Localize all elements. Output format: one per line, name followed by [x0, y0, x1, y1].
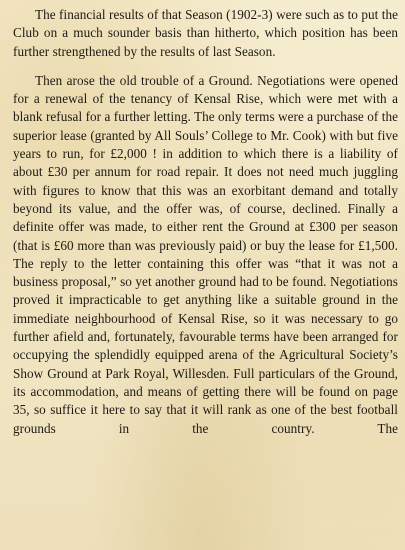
paragraph-ground-negotiations: Then arose the old trouble of a Ground. Negotiations were opened for a renewal of the tenancy of Kensal Rise, which were met with a blank refusal for a further letting. The only terms were a purchase of the superior lease (granted by All Souls’ College to Mr. Cook) with but five years to run, for £2,000 ! in addition to which there is a liability of about £30 per annum for road repair. It does not need much juggling with figures to know that this was an exorbitant demand and totally beyond its value, and the offer was, of course, declined. Finally a definite offer was made, to either rent the Ground at £300 per season (that is £60 more than was previously paid) or buy the lease for £1,500. The reply to the letter containing this offer was “that it was not a business proposal,” so yet another ground had to be found. Negotiations proved it impracticable to get anything like a suitable ground in the immediate neighbourhood of Kensal Rise, so it was necessary to go further afield and, fortunately, favourable terms have been arranged for occupying the splendidly equipped arena of the Agricultural Society’s Show Ground at Park Royal, Willesden. Full particulars of the Ground, its accommodation, and means of getting there will be found on page 35, so suffice it here to say that it will rank as one of the best football grounds in the country. The — [13, 72, 398, 436]
paragraph-financial-results: The financial results of that Season (1902-3) were such as to put the Club on a much sounder basis than hitherto, which position has been further strengthened by the results of last Season. — [13, 7, 398, 59]
